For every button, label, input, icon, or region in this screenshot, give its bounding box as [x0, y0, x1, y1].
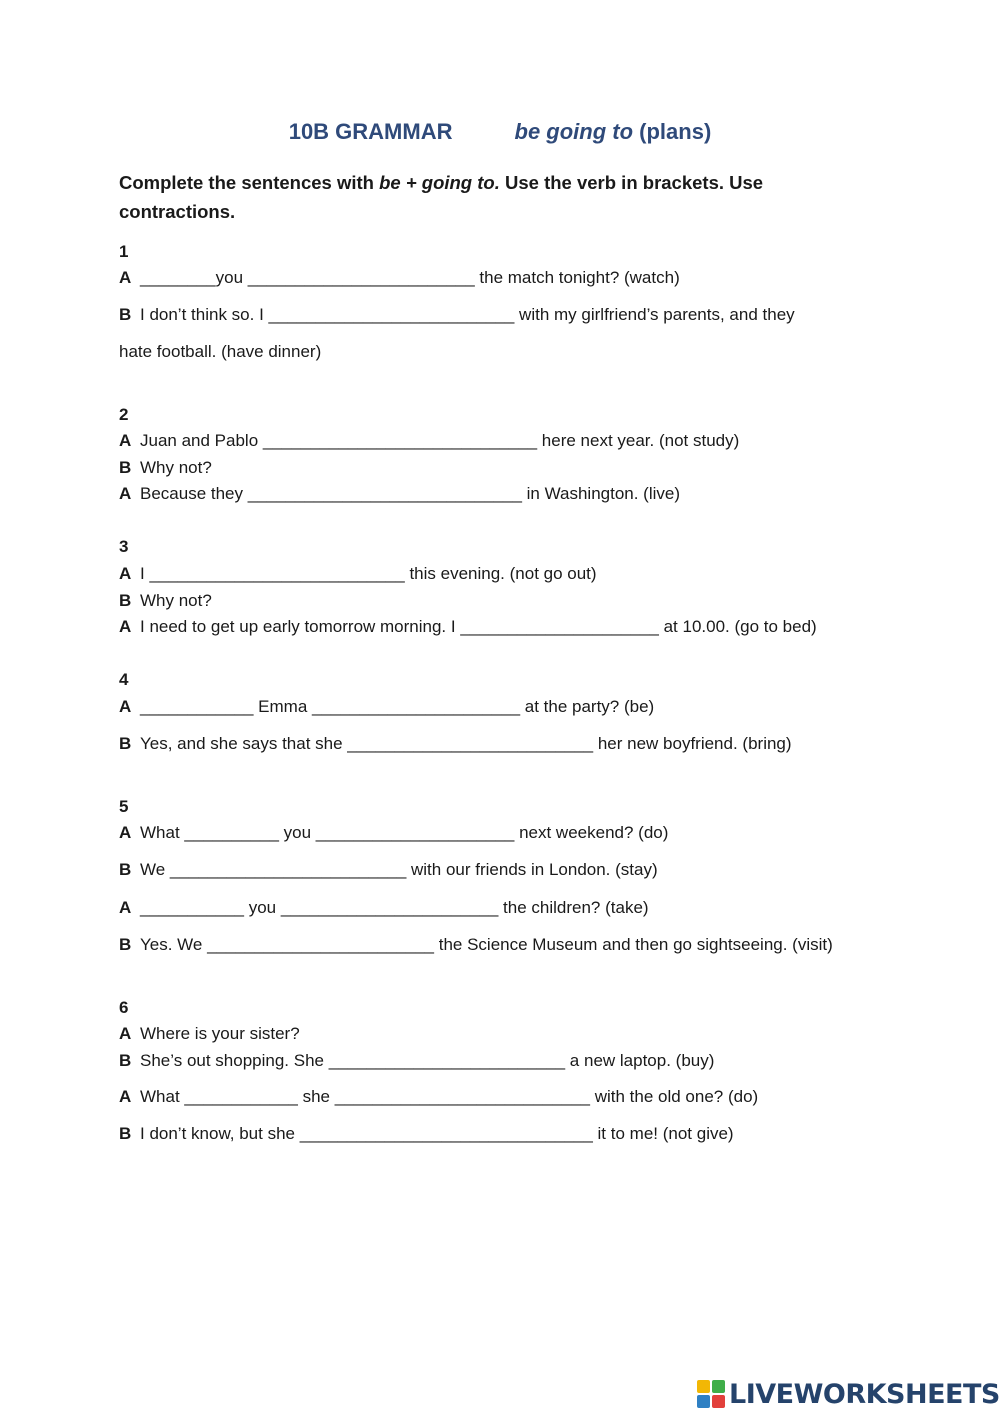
logo-square-1: [697, 1380, 710, 1393]
sentence-text: Juan and Pablo _____________________________ here next year. (not study): [140, 431, 740, 450]
sentence-text: I don’t know, but she _______________________________ it to me! (not give): [140, 1124, 734, 1143]
exercise-5-line-3: [119, 898, 649, 918]
exercise-6-line-1: [119, 1024, 300, 1044]
sentence-text: ___________ you _______________________ the children? (take): [140, 898, 649, 917]
exercise-5-line-4: [119, 935, 833, 955]
sentence-text: ________you ________________________ the match tonight? (watch): [140, 268, 680, 287]
sentence-text: Why not?: [140, 591, 212, 610]
speaker-label: B: [119, 305, 132, 324]
logo-square-4: [712, 1395, 725, 1408]
exercise-2-number: 2: [119, 405, 129, 424]
exercise-3-number: 3: [119, 537, 129, 556]
exercise-6-line-2: [119, 1051, 714, 1071]
speaker-label: A: [119, 1087, 132, 1106]
exercise-1-number: 1: [119, 242, 129, 261]
speaker-label: A: [119, 697, 132, 716]
sentence-text: We _________________________ with our friends in London. (stay): [140, 860, 658, 879]
sentence-text: ____________ Emma ______________________ at the party? (be): [140, 697, 655, 716]
exercise-6-line-3: [119, 1087, 758, 1107]
sentence-text: I ___________________________ this evening. (not go out): [140, 564, 597, 583]
exercise-1-line-1: [119, 268, 680, 288]
exercise-2-line-3: [119, 484, 680, 504]
instruction-a: Complete the sentences with: [119, 172, 380, 193]
exercise-1-line-2: [119, 305, 795, 325]
exercise-5-number: 5: [119, 797, 129, 816]
exercise-3-line-1: [119, 564, 597, 584]
speaker-label: B: [119, 734, 132, 753]
speaker-label: B: [119, 860, 132, 879]
exercise-6-line-4: [119, 1124, 734, 1144]
speaker-label: A: [119, 564, 132, 583]
title-part2: be going to: [514, 119, 634, 144]
exercise-6-number: 6: [119, 998, 129, 1017]
logo-icon: [697, 1380, 725, 1408]
exercise-3-line-3: [119, 617, 817, 637]
sentence-text: Yes, and she says that she __________________________ her new boyfriend. (bring): [140, 734, 792, 753]
exercise-2-line-1: [119, 431, 739, 451]
speaker-label: A: [119, 484, 132, 503]
sentence-text: I need to get up early tomorrow morning. I _____________________ at 10.00. (go to bed): [140, 617, 817, 636]
exercise-4-number: 4: [119, 670, 129, 689]
speaker-label: B: [119, 591, 132, 610]
sentence-text: What __________ you _____________________ next weekend? (do): [140, 823, 669, 842]
instructions: [119, 168, 839, 226]
speaker-label: B: [119, 458, 132, 477]
sentence-text: Where is your sister?: [140, 1024, 300, 1043]
exercise-1-line-3: [119, 342, 321, 362]
speaker-label: A: [119, 898, 132, 917]
sentence-text: Why not?: [140, 458, 212, 477]
exercise-2-line-2: [119, 458, 212, 478]
speaker-label: A: [119, 823, 132, 842]
speaker-label: A: [119, 1024, 132, 1043]
title-part3: (plans): [639, 119, 712, 144]
exercise-3-line-2: [119, 591, 212, 611]
sentence-text: hate football. (have dinner): [119, 342, 322, 361]
exercise-4-line-2: [119, 734, 792, 754]
logo-square-2: [712, 1380, 725, 1393]
instruction-b: be + going to.: [379, 172, 500, 193]
logo-square-3: [697, 1395, 710, 1408]
speaker-label: A: [119, 617, 132, 636]
sentence-text: Because they _____________________________ in Washington. (live): [140, 484, 681, 503]
speaker-label: A: [119, 268, 132, 287]
sentence-text: What ____________ she ___________________________ with the old one? (do): [140, 1087, 759, 1106]
instruction-c: Use the verb in brackets. Use contractions.: [119, 172, 764, 222]
liveworksheets-logo: [697, 1378, 1000, 1410]
speaker-label: B: [119, 1124, 132, 1143]
exercise-5-line-1: [119, 823, 668, 843]
sentence-text: Yes. We ________________________ the Science Museum and then go sightseeing. (visit): [140, 935, 833, 954]
exercise-5-line-2: [119, 860, 658, 880]
speaker-label: A: [119, 431, 132, 450]
logo-text: LIVEWORKSHEETS: [729, 1378, 1000, 1410]
speaker-label: B: [119, 935, 132, 954]
sentence-text: She’s out shopping. She _________________________ a new laptop. (buy): [140, 1051, 715, 1070]
speaker-label: B: [119, 1051, 132, 1070]
exercise-4-line-1: [119, 697, 654, 717]
title-part1: 10B GRAMMAR: [288, 119, 453, 144]
worksheet-title: [0, 119, 1000, 145]
sentence-text: I don’t think so. I __________________________ with my girlfriend’s parents, and they: [140, 305, 795, 324]
